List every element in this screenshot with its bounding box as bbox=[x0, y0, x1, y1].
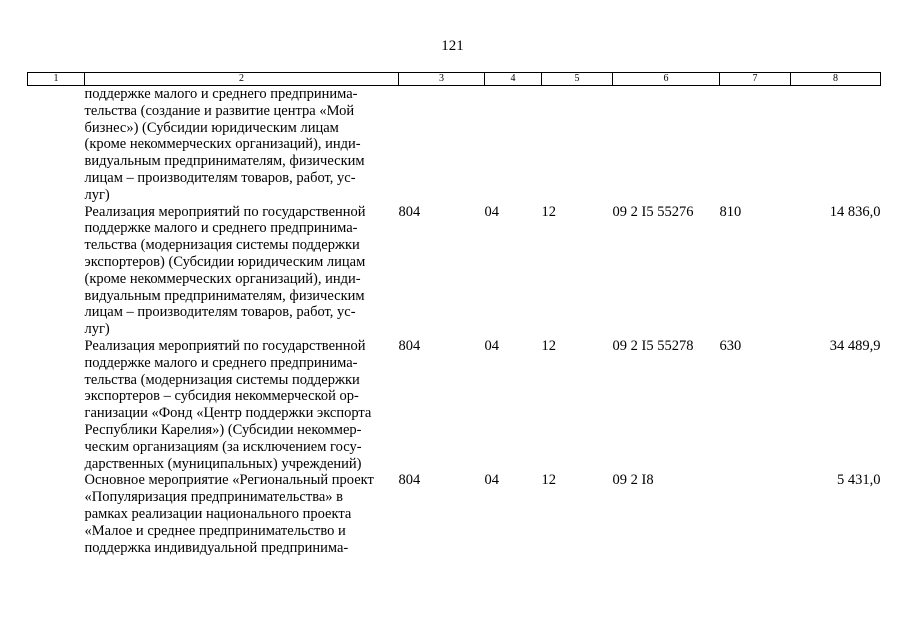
row-description: Реализация мероприятий по государственной поддержке малого и среднего предпринима- тельства (модернизация системы поддержки экспортеров – субсидия некоммерческой ор- ганизации «Фонд «Центр поддержки экспорта Республики Карелия») (Субсидии некоммер- ческим организациям (за исключением госу- дарственных (муниципальных) учреждений) bbox=[84, 337, 372, 472]
budget-table bbox=[27, 72, 881, 556]
column-header-8: 8 bbox=[791, 73, 881, 86]
row-col3: 804 bbox=[398, 472, 421, 489]
table-row bbox=[28, 204, 881, 338]
row-col6: 09 2 I5 55276 bbox=[612, 203, 694, 220]
row-col5 bbox=[542, 86, 613, 204]
row-col6 bbox=[613, 86, 720, 204]
row-col4: 04 bbox=[484, 472, 499, 489]
row-col7 bbox=[720, 86, 791, 204]
row-col3: 804 bbox=[398, 337, 421, 354]
page-number: 121 bbox=[441, 38, 464, 54]
row-col7: 810 bbox=[719, 203, 742, 220]
row-col4 bbox=[485, 86, 542, 204]
row-col4: 04 bbox=[484, 337, 499, 354]
table-row bbox=[28, 86, 881, 204]
row-col8: 5 431,0 bbox=[837, 472, 881, 489]
row-col3: 804 bbox=[398, 203, 421, 220]
column-header-6: 6 bbox=[613, 73, 720, 86]
table-row bbox=[28, 338, 881, 472]
row-description: Реализация мероприятий по государственной поддержке малого и среднего предпринима- тельства (модернизация системы поддержки экспортеров) (Субсидии юридическим лицам (кроме некоммерческих организаций), инди- видуальным предпринимателям, физическим лицам – производителям товаров, работ, ус- луг) bbox=[84, 203, 366, 338]
row-col6: 09 2 I8 bbox=[612, 472, 654, 489]
column-header-3: 3 bbox=[399, 73, 485, 86]
column-header-1: 1 bbox=[28, 73, 85, 86]
row-col8: 34 489,9 bbox=[829, 337, 881, 354]
row-col5: 12 bbox=[541, 337, 556, 354]
row-col7 bbox=[720, 472, 791, 556]
row-col3 bbox=[399, 86, 485, 204]
row-col8 bbox=[791, 86, 881, 204]
row-description: поддержке малого и среднего предпринима- тельства (создание и развитие центра «Мой бизнес») (Субсидии юридическим лицам (кроме некоммерческих организаций), инди- видуальным предпринимателям, физическим лицам – производителям товаров, работ, ус- луг) bbox=[84, 86, 365, 203]
column-header-4: 4 bbox=[485, 73, 542, 86]
column-header-2: 2 bbox=[85, 73, 399, 86]
table-row bbox=[28, 472, 881, 556]
row-col6: 09 2 I5 55278 bbox=[612, 337, 694, 354]
row-col5: 12 bbox=[541, 472, 556, 489]
row-col4: 04 bbox=[484, 203, 499, 220]
column-header-row bbox=[28, 73, 881, 86]
row-col7: 630 bbox=[719, 337, 742, 354]
column-header-5: 5 bbox=[542, 73, 613, 86]
row-description: Основное мероприятие «Региональный проект «Популяризация предпринимательства» в рамках реализации национального проекта «Малое и среднее предпринимательство и поддержка индивидуальной предпринима- bbox=[84, 472, 374, 556]
column-header-7: 7 bbox=[720, 73, 791, 86]
row-col5: 12 bbox=[541, 203, 556, 220]
row-col8: 14 836,0 bbox=[829, 203, 881, 220]
